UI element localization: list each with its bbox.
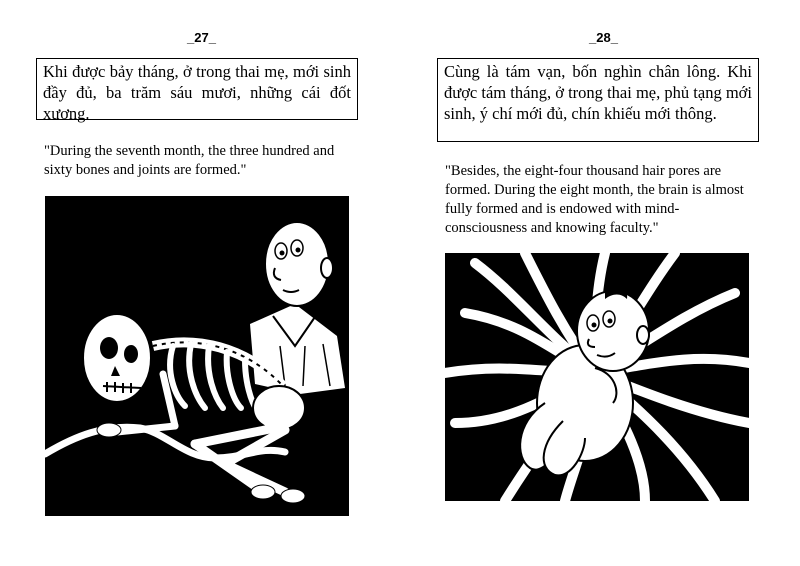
baby-illustration — [445, 253, 749, 501]
english-caption: "Besides, the eight-four thousand hair pores are formed. During the eight month, the brain is almost fully formed and is endowed with mind-consciousness and knowing faculty." — [445, 163, 744, 236]
page-number: _28_ — [589, 30, 618, 45]
vietnamese-text-box: Cùng là tám vạn, bốn nghìn chân lông. Khi được tám tháng, ở trong thai mẹ, phủ tạng mới sinh, ý chí mới đủ, chín khiếu mới thông. — [437, 58, 759, 142]
english-caption: "During the seventh month, the three hundred and sixty bones and joints are formed." — [44, 143, 335, 178]
page-number: _27_ — [187, 30, 216, 45]
skeleton-illustration — [45, 196, 349, 516]
vietnamese-text-box: Khi được bảy tháng, ở trong thai mẹ, mới sinh đầy đủ, ba trăm sáu mươi, những cái đốt xương. — [36, 58, 358, 120]
